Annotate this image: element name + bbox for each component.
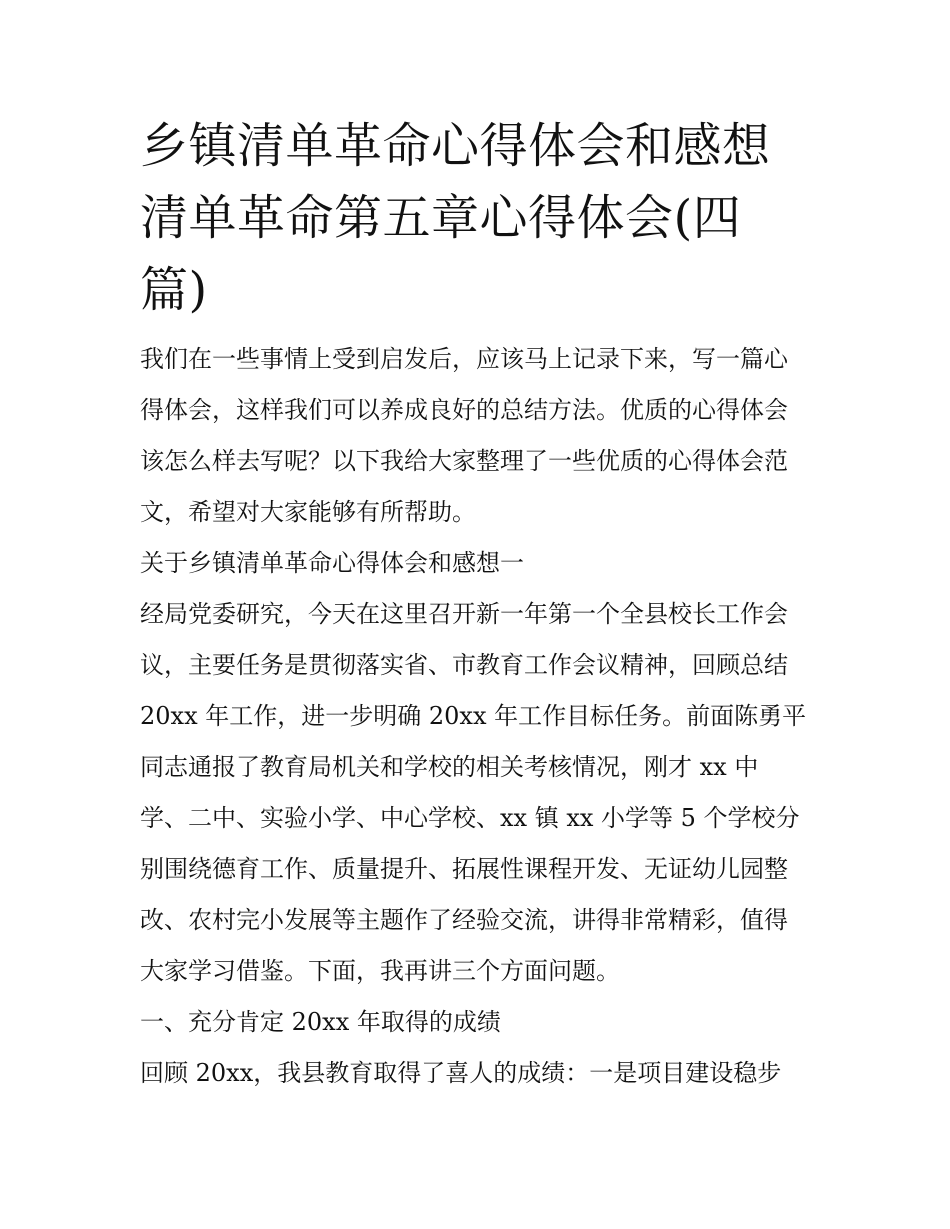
body-line: 别围绕德育工作、质量提升、拓展性课程开发、无证幼儿园整 (140, 855, 788, 883)
body-line: 一、充分肯定 20xx 年取得的成绩 (140, 1008, 501, 1036)
intro-paragraph (140, 334, 812, 538)
body-line: 得体会，这样我们可以养成良好的总结方法。优质的心得体会 (140, 396, 788, 424)
speech-paragraph (140, 589, 812, 997)
body-line: 该怎么样去写呢？以下我给大家整理了一些优质的心得体会范 (140, 447, 788, 475)
body-line: 议，主要任务是贯彻落实省、市教育工作会议精神，回顾总结 (140, 651, 788, 679)
subsection-heading (140, 997, 812, 1048)
document-page (140, 110, 812, 1099)
title-line: 乡镇清单革命心得体会和感想 (140, 118, 771, 174)
review-paragraph (140, 1048, 812, 1099)
document-title (140, 110, 812, 326)
body-line: 经局党委研究，今天在这里召开新一年第一个全县校长工作会 (140, 600, 788, 628)
body-line: 20xx 年工作，进一步明确 20xx 年工作目标任务。前面陈勇平 (140, 702, 807, 730)
body-line: 关于乡镇清单革命心得体会和感想一 (140, 549, 524, 577)
body-line: 同志通报了教育局机关和学校的相关考核情况，刚才 xx 中 (140, 753, 759, 781)
title-line: 篇) (140, 262, 208, 318)
body-line: 回顾 20xx，我县教育取得了喜人的成绩：一是项目建设稳步 (140, 1059, 782, 1087)
document-body (140, 334, 812, 1099)
body-line: 我们在一些事情上受到启发后，应该马上记录下来，写一篇心 (140, 345, 788, 373)
body-line: 文，希望对大家能够有所帮助。 (140, 498, 476, 526)
body-line: 大家学习借鉴。下面，我再讲三个方面问题。 (140, 957, 620, 985)
section-heading (140, 538, 812, 589)
body-line: 学、二中、实验小学、中心学校、xx 镇 xx 小学等 5 个学校分 (140, 804, 800, 832)
title-line: 清单革命第五章心得体会(四 (140, 190, 742, 246)
body-line: 改、农村完小发展等主题作了经验交流，讲得非常精彩，值得 (140, 906, 788, 934)
